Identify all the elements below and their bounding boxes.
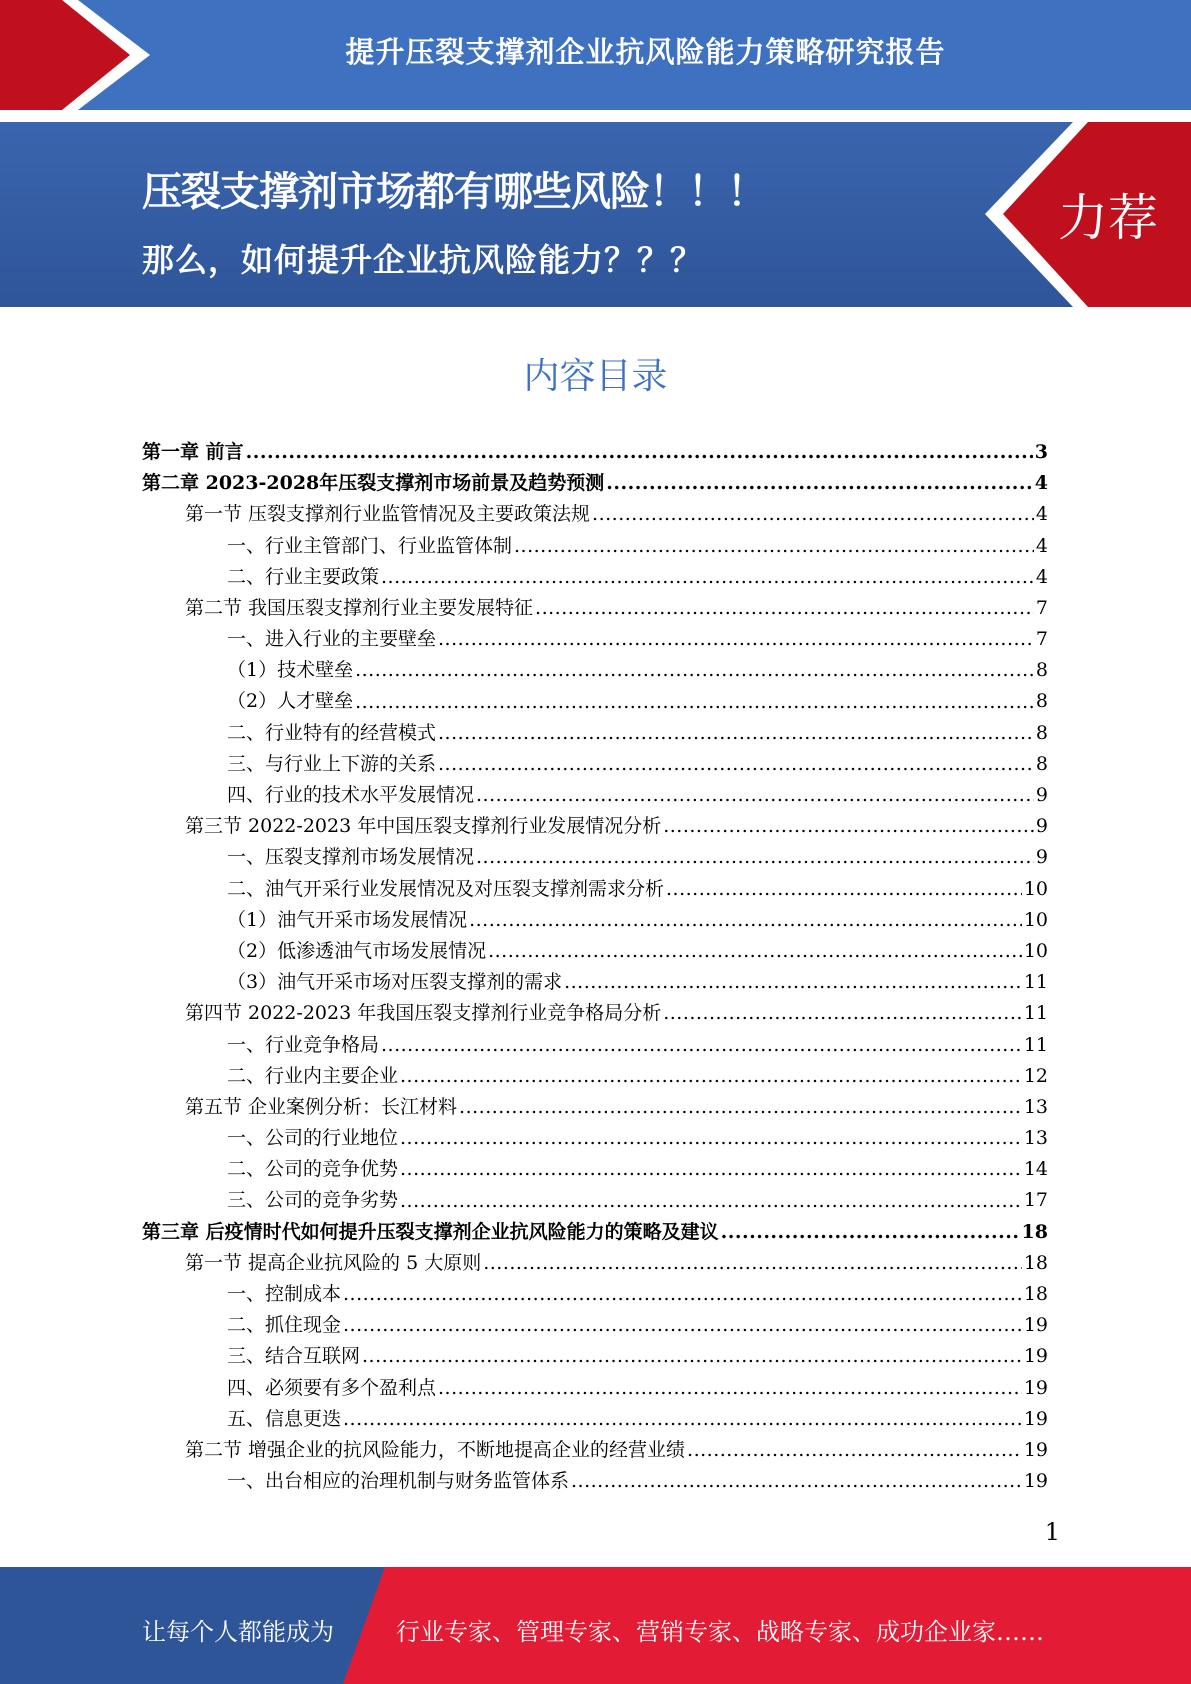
toc-entry[interactable] (142, 624, 1048, 655)
toc-entry-label: 二、行业内主要企业 (227, 1064, 399, 1087)
toc-entry-label: 四、行业的技术水平发展情况 (227, 784, 475, 807)
toc-leader-dots (564, 967, 1022, 998)
banner-separator (0, 110, 1191, 122)
toc-leader-dots (438, 1373, 1022, 1404)
toc-entry[interactable] (142, 874, 1048, 905)
toc-entry[interactable] (142, 1186, 1048, 1217)
toc-entry[interactable] (142, 1404, 1048, 1435)
toc-entry-label: 第二章 2023-2028年压裂支撑剂市场前景及趋势预测 (142, 472, 605, 495)
toc-entry-label: （1）油气开采市场发展情况 (227, 908, 468, 931)
toc-entry[interactable] (142, 811, 1048, 842)
toc-entry-label: （1）技术壁垒 (227, 659, 354, 682)
toc-entry-label: 一、压裂支撑剂市场发展情况 (227, 846, 475, 869)
toc-entry-label: 一、公司的行业地位 (227, 1127, 399, 1150)
toc-entry-label: 二、公司的竞争优势 (227, 1158, 399, 1181)
toc-entry-label: 二、油气开采行业发展情况及对压裂支撑剂需求分析 (227, 877, 665, 900)
toc-entry-page: 10 (1023, 939, 1048, 962)
toc-title: 内容目录 (523, 356, 668, 397)
toc-entry-page: 7 (1035, 596, 1048, 619)
toc-leader-dots (355, 687, 1034, 718)
toc-entry[interactable] (142, 499, 1048, 530)
toc-leader-dots (400, 1123, 1022, 1154)
toc-entry-page: 9 (1035, 846, 1048, 869)
toc-leader-dots (400, 1186, 1022, 1217)
headline: 压裂支撑剂市场都有哪些风险！！！ (142, 169, 766, 215)
toc-leader-dots (438, 749, 1034, 780)
toc-entry[interactable] (142, 687, 1048, 718)
toc-entry-page: 7 (1035, 628, 1048, 651)
toc-entry[interactable] (142, 468, 1048, 499)
toc-entry-label: 第五节 企业案例分析：长江材料 (185, 1095, 458, 1118)
toc-entry-label: 三、与行业上下游的关系 (227, 752, 437, 775)
toc-entry-page: 10 (1023, 877, 1048, 900)
table-of-contents (142, 437, 1048, 1497)
toc-entry[interactable] (142, 655, 1048, 686)
toc-leader-dots (606, 468, 1033, 499)
toc-entry-label: （3）油气开采市场对压裂支撑剂的需求 (227, 971, 563, 994)
toc-entry[interactable] (142, 780, 1048, 811)
toc-entry[interactable] (142, 1466, 1048, 1497)
toc-entry-label: 五、信息更迭 (227, 1407, 342, 1430)
toc-entry[interactable] (142, 1061, 1048, 1092)
toc-leader-dots (459, 1092, 1022, 1123)
toc-entry-page: 11 (1023, 971, 1048, 994)
toc-entry-label: 第一节 压裂支撑剂行业监管情况及主要政策法规 (185, 503, 591, 526)
toc-entry-label: 一、控制成本 (227, 1283, 342, 1306)
toc-leader-dots (355, 655, 1034, 686)
toc-entry-label: 二、行业特有的经营模式 (227, 721, 437, 744)
toc-entry-page: 3 (1034, 440, 1048, 463)
toc-entry-page: 9 (1035, 815, 1048, 838)
toc-entry-label: 三、结合互联网 (227, 1345, 361, 1368)
page-number: 1 (1044, 1518, 1060, 1546)
toc-leader-dots (469, 905, 1022, 936)
toc-entry-label: 第一节 提高企业抗风险的 5 大原则 (185, 1251, 482, 1274)
toc-entry-label: 一、出台相应的治理机制与财务监管体系 (227, 1470, 570, 1493)
toc-entry[interactable] (142, 1030, 1048, 1061)
toc-leader-dots (721, 1217, 1020, 1248)
toc-entry-page: 19 (1023, 1470, 1048, 1493)
toc-entry-label: 二、行业主要政策 (227, 565, 380, 588)
toc-entry[interactable] (142, 1123, 1048, 1154)
toc-entry-page: 8 (1035, 752, 1048, 775)
toc-entry[interactable] (142, 1154, 1048, 1185)
toc-leader-dots (343, 1404, 1022, 1435)
toc-entry[interactable] (142, 1248, 1048, 1279)
toc-leader-dots (666, 874, 1022, 905)
toc-leader-dots (381, 562, 1034, 593)
toc-entry-page: 19 (1023, 1345, 1048, 1368)
toc-entry-page: 17 (1023, 1189, 1048, 1212)
toc-entry-page: 4 (1035, 503, 1048, 526)
toc-leader-dots (535, 593, 1034, 624)
toc-entry-page: 14 (1023, 1158, 1048, 1181)
toc-leader-dots (514, 531, 1034, 562)
report-title: 提升压裂支撑剂企业抗风险能力策略研究报告 (345, 34, 946, 69)
toc-leader-dots (438, 624, 1034, 655)
toc-entry[interactable] (142, 437, 1048, 468)
toc-entry-page: 19 (1023, 1376, 1048, 1399)
toc-entry[interactable] (142, 531, 1048, 562)
toc-entry-page: 18 (1023, 1251, 1048, 1274)
toc-leader-dots (400, 1154, 1022, 1185)
toc-entry-label: 三、公司的竞争劣势 (227, 1189, 399, 1212)
top-red-chevron (0, 0, 160, 110)
toc-entry-label: 第二节 增强企业的抗风险能力，不断地提高企业的经营业绩 (185, 1438, 686, 1461)
subheadline: 那么，如何提升企业抗风险能力？？？ (142, 241, 704, 279)
toc-entry[interactable] (142, 718, 1048, 749)
toc-leader-dots (687, 1435, 1022, 1466)
toc-entry-page: 8 (1035, 659, 1048, 682)
toc-entry-label: 第二节 我国压裂支撑剂行业主要发展特征 (185, 596, 534, 619)
toc-entry-page: 11 (1023, 1002, 1048, 1025)
toc-entry[interactable] (142, 936, 1048, 967)
toc-leader-dots (592, 499, 1034, 530)
toc-leader-dots (488, 936, 1022, 967)
toc-leader-dots (476, 842, 1034, 873)
toc-entry[interactable] (142, 967, 1048, 998)
toc-leader-dots (400, 1061, 1022, 1092)
toc-entry-page: 10 (1023, 908, 1048, 931)
toc-entry-page: 19 (1023, 1438, 1048, 1461)
toc-entry-page: 13 (1023, 1127, 1048, 1150)
toc-entry-label: 第三节 2022-2023 年中国压裂支撑剂行业发展情况分析 (185, 815, 662, 838)
footer-slogan-left: 让每个人都能成为 (142, 1618, 334, 1646)
toc-leader-dots (362, 1341, 1022, 1372)
toc-entry-page: 19 (1023, 1314, 1048, 1337)
toc-entry[interactable] (142, 905, 1048, 936)
toc-entry-page: 4 (1035, 534, 1048, 557)
toc-entry-label: 第一章 前言 (142, 440, 244, 463)
toc-entry[interactable] (142, 593, 1048, 624)
toc-leader-dots (246, 437, 1033, 468)
toc-leader-dots (476, 780, 1034, 811)
toc-leader-dots (571, 1466, 1022, 1497)
toc-entry-label: 二、抓住现金 (227, 1314, 342, 1337)
toc-entry-label: 一、行业竞争格局 (227, 1033, 380, 1056)
toc-entry-page: 12 (1023, 1064, 1048, 1087)
toc-leader-dots (343, 1310, 1022, 1341)
toc-leader-dots (343, 1279, 1022, 1310)
toc-entry-label: 一、行业主管部门、行业监管体制 (227, 534, 513, 557)
toc-entry[interactable] (142, 562, 1048, 593)
toc-entry[interactable] (142, 1373, 1048, 1404)
toc-entry-page: 8 (1035, 721, 1048, 744)
toc-entry-label: （2）人才壁垒 (227, 690, 354, 713)
toc-entry[interactable] (142, 1310, 1048, 1341)
toc-entry[interactable] (142, 998, 1048, 1029)
toc-leader-dots (663, 998, 1022, 1029)
toc-entry-page: 18 (1023, 1283, 1048, 1306)
toc-entry-page: 4 (1035, 565, 1048, 588)
toc-entry-label: 第三章 后疫情时代如何提升压裂支撑剂企业抗风险能力的策略及建议 (142, 1220, 719, 1243)
toc-entry-page: 9 (1035, 784, 1048, 807)
toc-entry-label: 一、进入行业的主要壁垒 (227, 628, 437, 651)
toc-leader-dots (438, 718, 1034, 749)
toc-entry-label: 四、必须要有多个盈利点 (227, 1376, 437, 1399)
toc-entry-label: （2）低渗透油气市场发展情况 (227, 939, 487, 962)
toc-entry[interactable] (142, 749, 1048, 780)
toc-entry-page: 19 (1023, 1407, 1048, 1430)
toc-entry-page: 8 (1035, 690, 1048, 713)
toc-entry[interactable] (142, 1217, 1048, 1248)
toc-leader-dots (483, 1248, 1022, 1279)
recommend-badge: 力荐 (1058, 189, 1158, 247)
toc-leader-dots (381, 1030, 1022, 1061)
toc-entry[interactable] (142, 1341, 1048, 1372)
toc-entry-page: 13 (1023, 1095, 1048, 1118)
toc-entry-page: 11 (1023, 1033, 1048, 1056)
toc-entry[interactable] (142, 1092, 1048, 1123)
toc-entry[interactable] (142, 1279, 1048, 1310)
toc-entry-page: 4 (1034, 472, 1048, 495)
toc-entry-page: 18 (1021, 1220, 1048, 1243)
toc-entry[interactable] (142, 842, 1048, 873)
toc-entry-label: 第四节 2022-2023 年我国压裂支撑剂行业竞争格局分析 (185, 1002, 662, 1025)
footer-slogan-right: 行业专家、管理专家、营销专家、战略专家、成功企业家…… (396, 1618, 1044, 1646)
toc-entry[interactable] (142, 1435, 1048, 1466)
toc-leader-dots (663, 811, 1034, 842)
